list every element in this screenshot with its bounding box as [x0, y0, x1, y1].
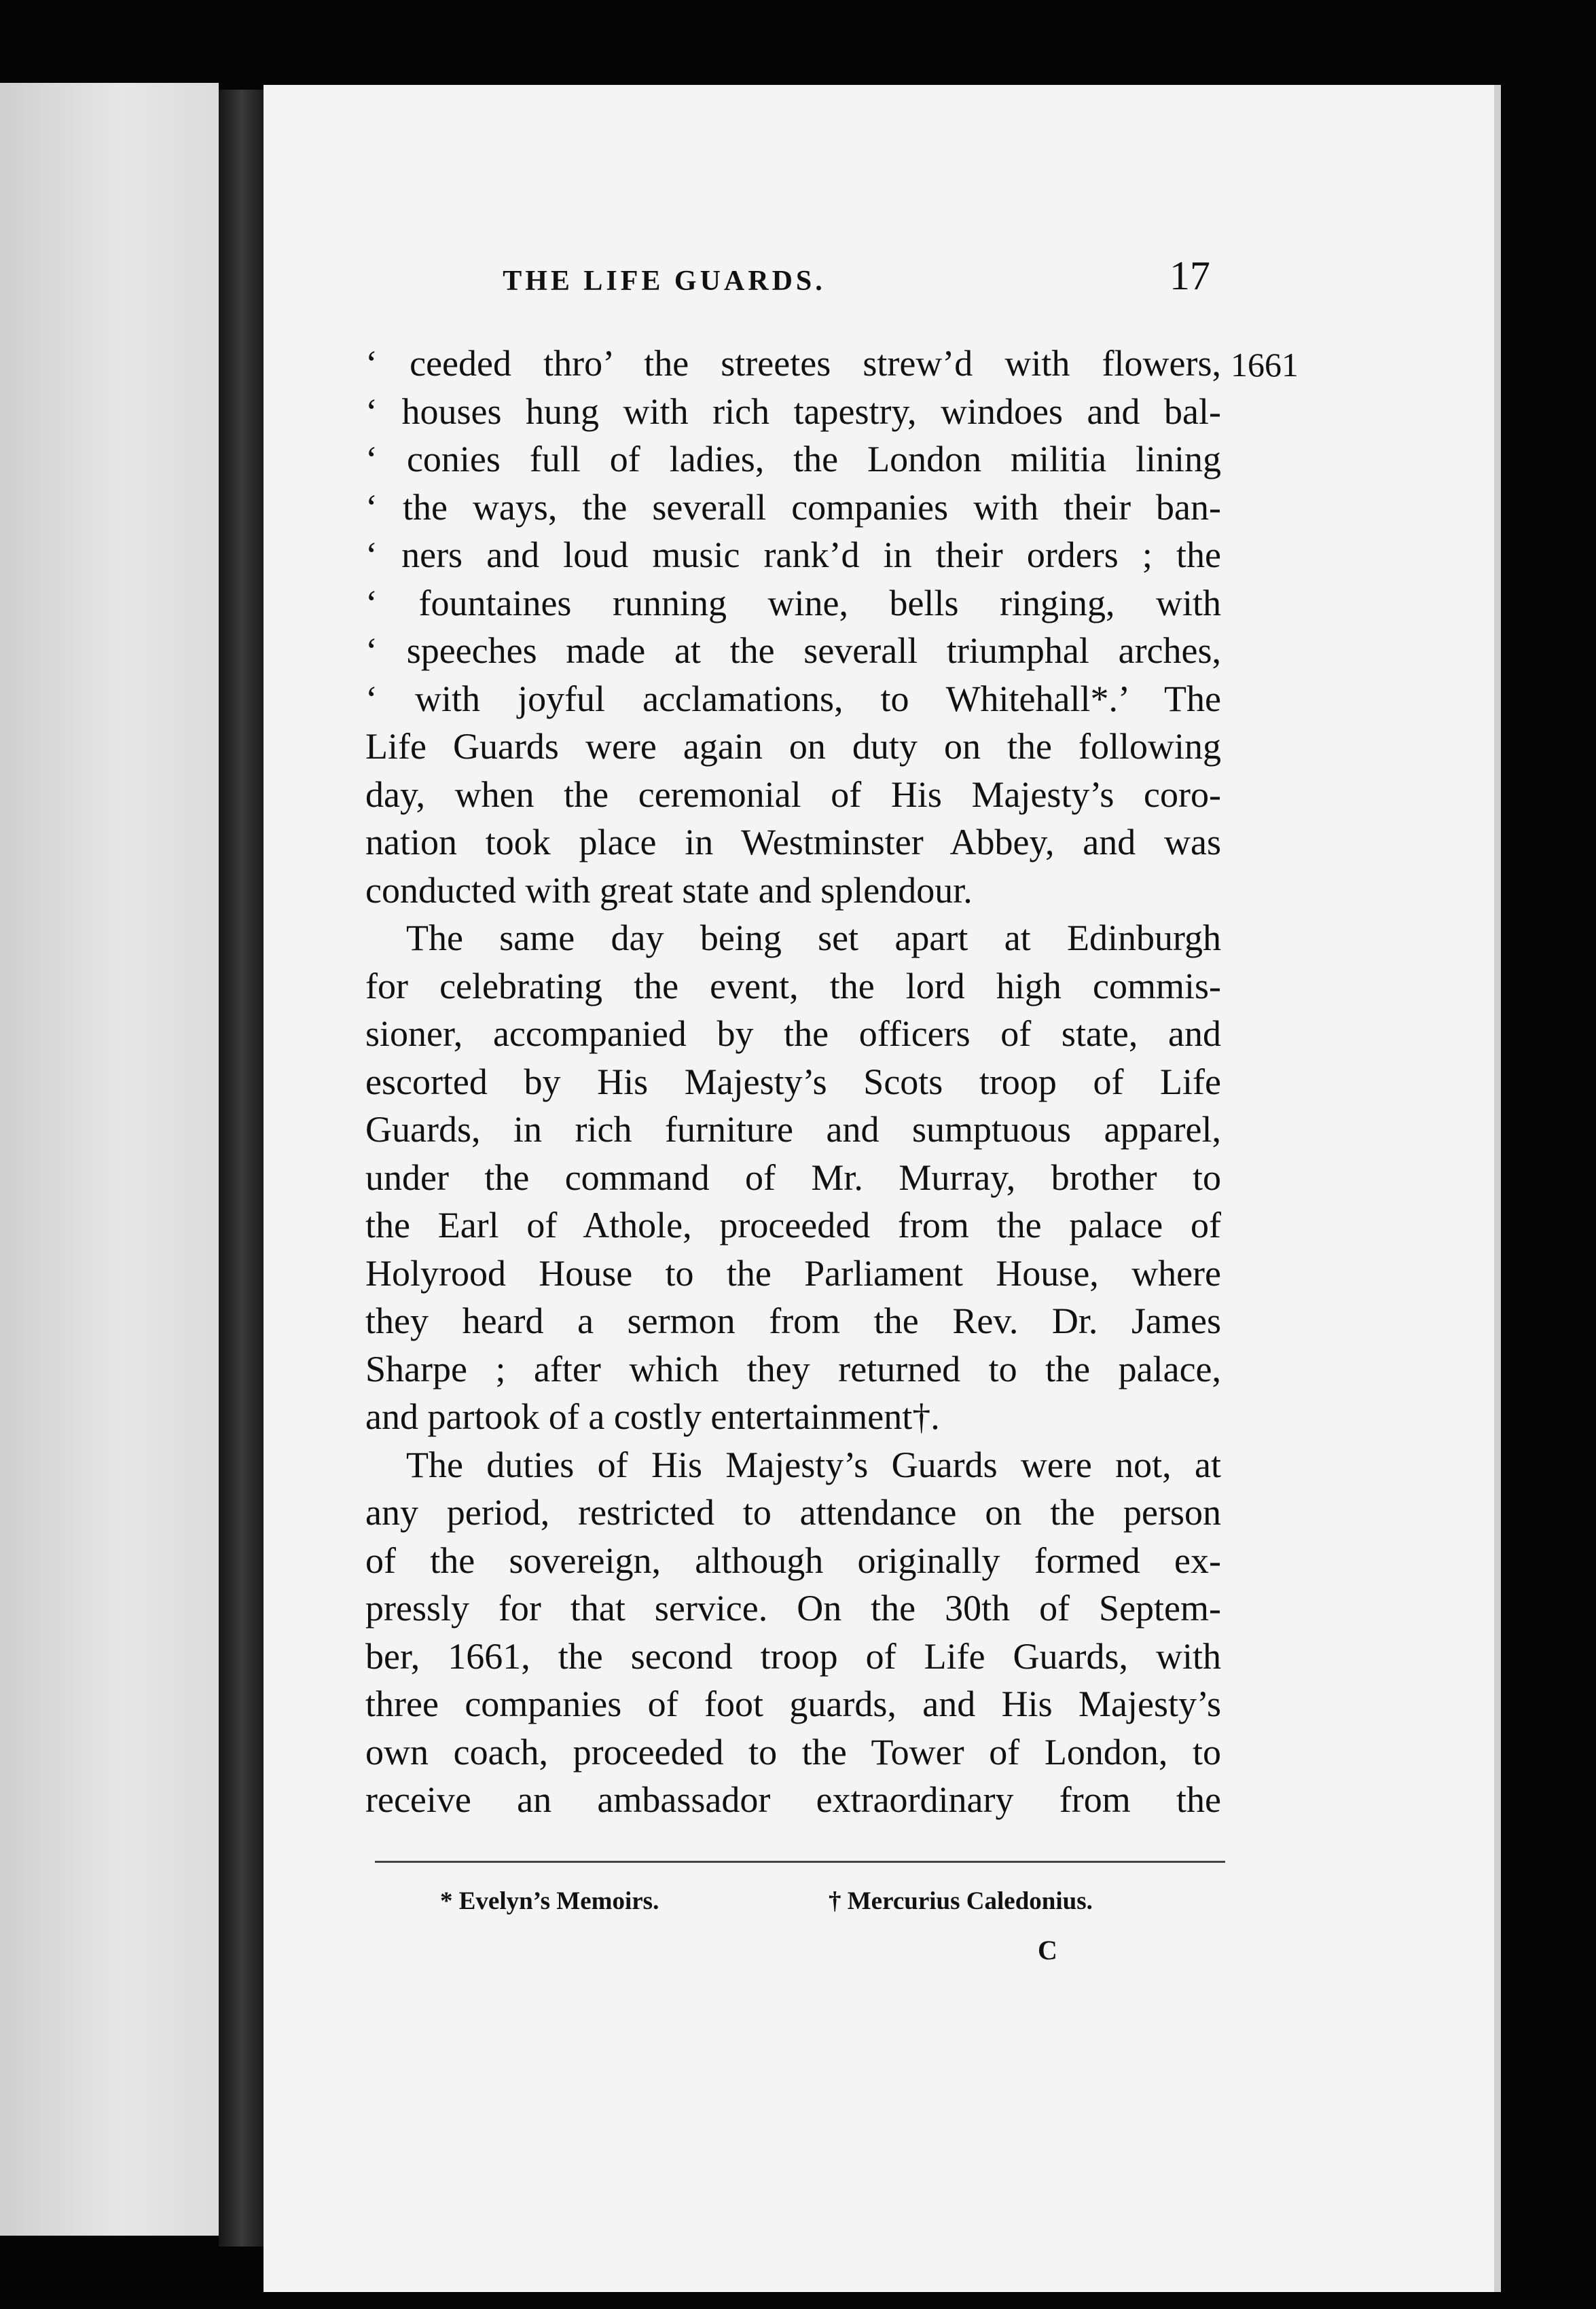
text-line: ‘ the ways, the severall companies with their ban- [365, 486, 1221, 528]
text-line: three companies of foot guards, and His Majesty’s [365, 1684, 1221, 1724]
margin-year-note: 1661 [1231, 346, 1299, 384]
text-line: The same day being set apart at Edinburgh [406, 917, 1221, 958]
body-text [365, 340, 1221, 1824]
running-title: THE LIFE GUARDS. [503, 266, 826, 297]
text-line: Holyrood House to the Parliament House, where [365, 1252, 1221, 1294]
scan-background [1501, 85, 1596, 2309]
text-line: and partook of a costly entertainment†. [365, 1396, 940, 1437]
footnote-rule [375, 1861, 1225, 1863]
text-line: sioner, accompanied by the officers of state, and [365, 1013, 1221, 1054]
text-line: ‘ ceeded thro’ the streetes strew’d with flowers, [365, 343, 1221, 384]
footnote: † Mercurius Caledonius. [829, 1887, 1093, 1915]
text-line: of the sovereign, although originally formed ex- [365, 1540, 1221, 1581]
text-line: The duties of His Majesty’s Guards were not, at [406, 1444, 1221, 1485]
footnote: * Evelyn’s Memoirs. [440, 1887, 659, 1915]
text-line: ‘ houses hung with rich tapestry, windoes and bal- [365, 390, 1221, 432]
text-line: ber, 1661, the second troop of Life Guards, with [365, 1635, 1221, 1677]
text-line: Life Guards were again on duty on the following [365, 726, 1221, 767]
text-line: for celebrating the event, the lord high commis- [365, 965, 1221, 1006]
book-gutter [219, 90, 265, 2247]
page-number: 17 [1169, 253, 1210, 298]
text-line: day, when the ceremonial of His Majesty’s coro- [365, 774, 1221, 815]
text-line: escorted by His Majesty’s Scots troop of Life [365, 1061, 1221, 1102]
text-line: nation took place in Westminster Abbey, and was [365, 822, 1221, 862]
text-line: conducted with great state and splendour. [365, 869, 973, 911]
facing-page-edge [0, 83, 219, 2236]
text-line: ‘ fountaines running wine, bells ringing, with [365, 582, 1221, 623]
text-line: Sharpe ; after which they returned to the palace, [365, 1348, 1221, 1389]
text-line: Guards, in rich furniture and sumptuous apparel, [365, 1109, 1221, 1150]
text-line: pressly for that service. On the 30th of Septem- [365, 1588, 1221, 1629]
text-line: under the command of Mr. Murray, brother to [365, 1157, 1221, 1198]
text-line: ‘ with joyful acclamations, to Whitehall*.’ The [365, 678, 1221, 719]
text-line: receive an ambassador extraordinary from the [365, 1779, 1221, 1820]
text-line: they heard a sermon from the Rev. Dr. James [365, 1301, 1221, 1341]
text-line: ‘ ners and loud music rank’d in their orders ; the [365, 534, 1221, 575]
text-line: ‘ speeches made at the severall triumphal arches, [365, 630, 1221, 671]
signature-mark: C [1038, 1935, 1057, 1965]
text-line: the Earl of Athole, proceeded from the palace of [365, 1205, 1221, 1246]
text-line: any period, restricted to attendance on the person [365, 1492, 1221, 1533]
text-line: ‘ conies full of ladies, the London militia lining [365, 439, 1221, 479]
text-line: own coach, proceeded to the Tower of London, to [365, 1731, 1221, 1772]
